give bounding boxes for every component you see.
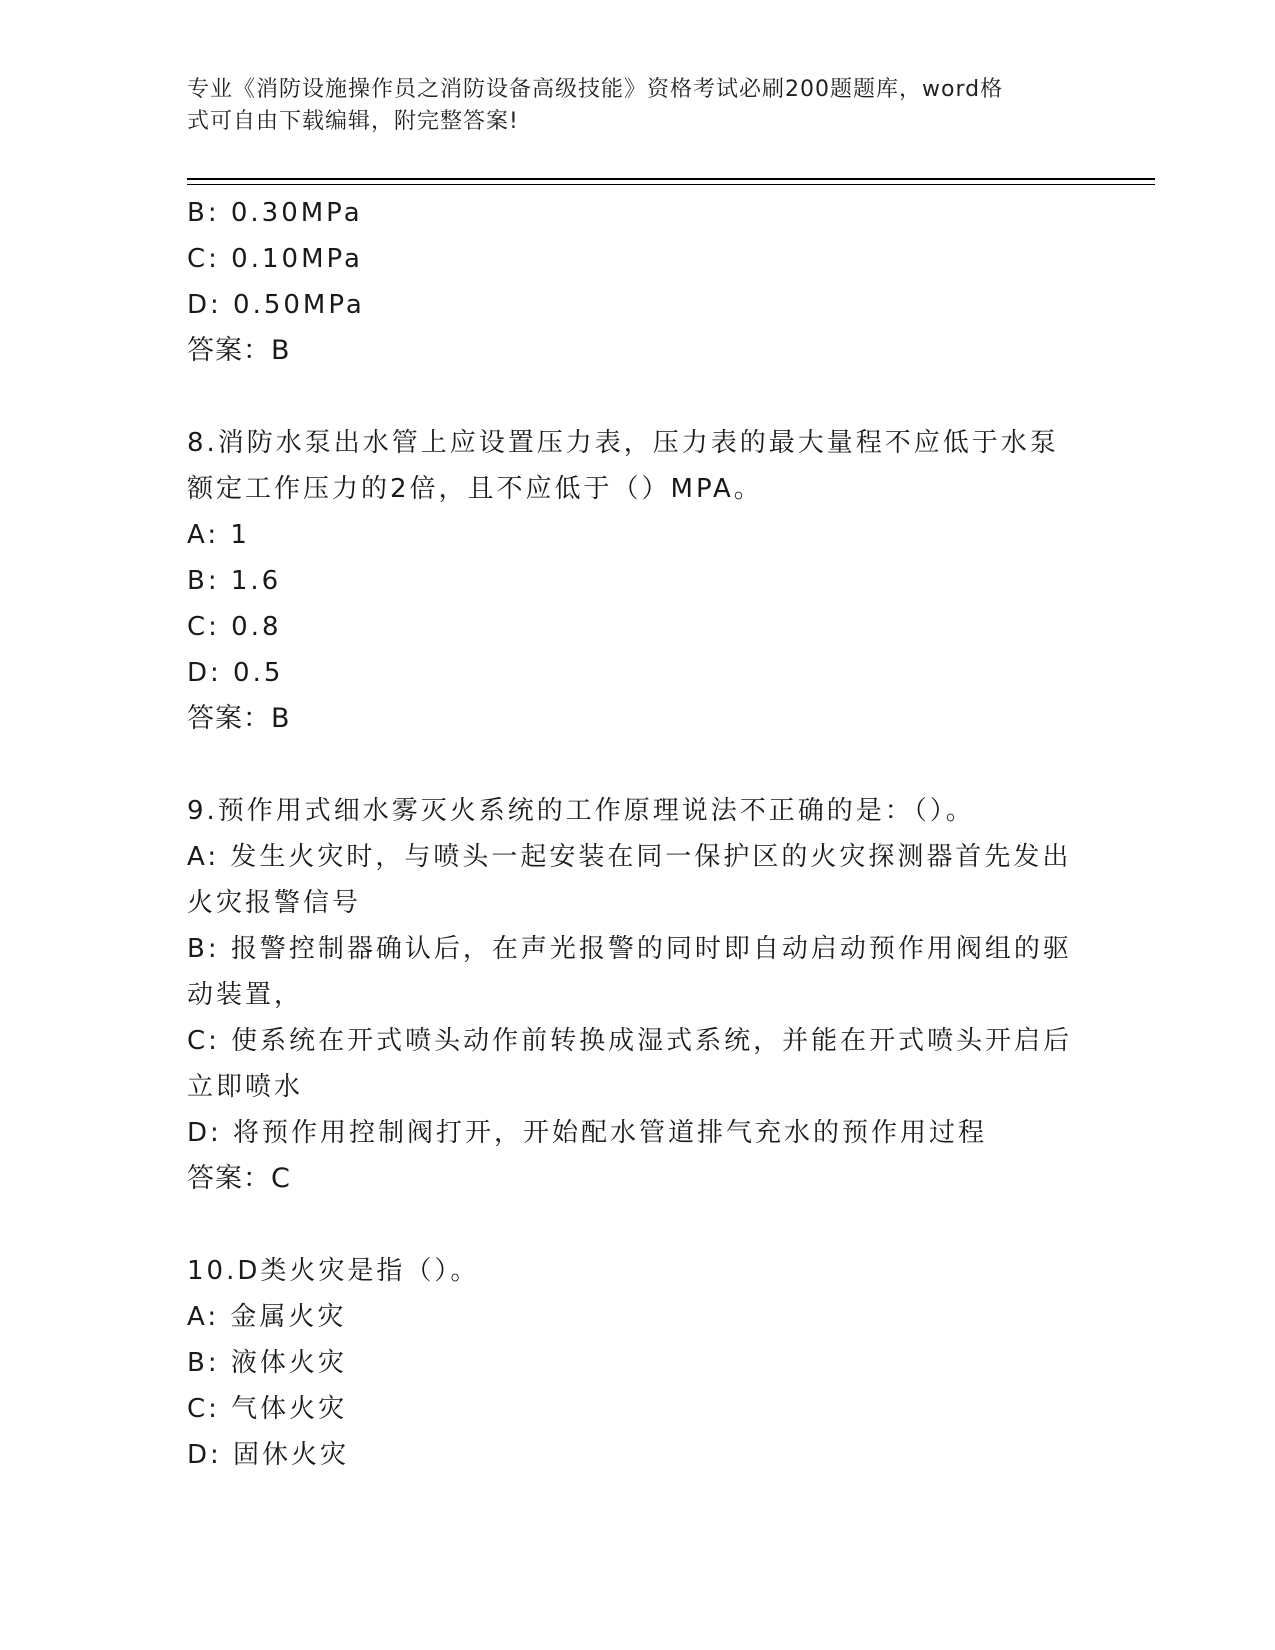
question-stem: 10.D类火灾是指（）。 [187, 1256, 480, 1286]
question-stem: 额定工作压力的2倍，且不应低于（）MPA。 [187, 474, 763, 504]
question-stem: 9.预作用式细水雾灭火系统的工作原理说法不正确的是：（）。 [187, 796, 975, 826]
option-line: C: 0.10MPa [187, 244, 363, 274]
option-line: B: 液体火灾 [187, 1348, 347, 1378]
option-line: B: 报警控制器确认后，在声光报警的同时即自动启动预作用阀组的驱 [187, 934, 1072, 964]
option-line: D: 将预作用控制阀打开，开始配水管道排气充水的预作用过程 [187, 1118, 988, 1148]
spacer [187, 374, 1087, 420]
question-7-tail [187, 190, 1087, 374]
option-line: A: 1 [187, 520, 250, 550]
spacer [187, 1202, 1087, 1248]
option-line: A: 金属火灾 [187, 1302, 347, 1332]
header-title-line-2: 式可自由下载编辑，附完整答案! [187, 109, 519, 134]
header-title-line-1: 专业《消防设施操作员之消防设备高级技能》资格考试必刷200题题库，word格 [187, 77, 1004, 102]
question-8 [187, 420, 1087, 742]
option-line: D: 0.50MPa [187, 290, 365, 320]
header-divider-thick [187, 178, 1155, 180]
answer-line: 答案：B [187, 703, 291, 734]
option-line: B: 0.30MPa [187, 198, 363, 228]
option-line-continued: 立即喷水 [187, 1072, 304, 1102]
document-header [187, 74, 1067, 138]
option-line: D: 0.5 [187, 658, 284, 688]
option-line-continued: 动装置， [187, 980, 304, 1010]
option-line: C: 0.8 [187, 612, 282, 642]
header-divider-thin [187, 184, 1155, 185]
question-9 [187, 788, 1087, 1202]
answer-line: 答案：B [187, 335, 291, 366]
question-stem: 8.消防水泵出水管上应设置压力表，压力表的最大量程不应低于水泵 [187, 428, 1059, 458]
spacer [187, 742, 1087, 788]
question-10 [187, 1248, 1087, 1478]
option-line: D: 固休火灾 [187, 1440, 350, 1470]
option-line: C: 使系统在开式喷头动作前转换成湿式系统，并能在开式喷头开启后 [187, 1026, 1073, 1056]
option-line: A: 发生火灾时，与喷头一起安装在同一保护区的火灾探测器首先发出 [187, 842, 1072, 872]
answer-line: 答案：C [187, 1163, 291, 1194]
option-line: C: 气体火灾 [187, 1394, 348, 1424]
document-body [187, 190, 1087, 1478]
option-line-continued: 火灾报警信号 [187, 888, 362, 918]
option-line: B: 1.6 [187, 566, 282, 596]
